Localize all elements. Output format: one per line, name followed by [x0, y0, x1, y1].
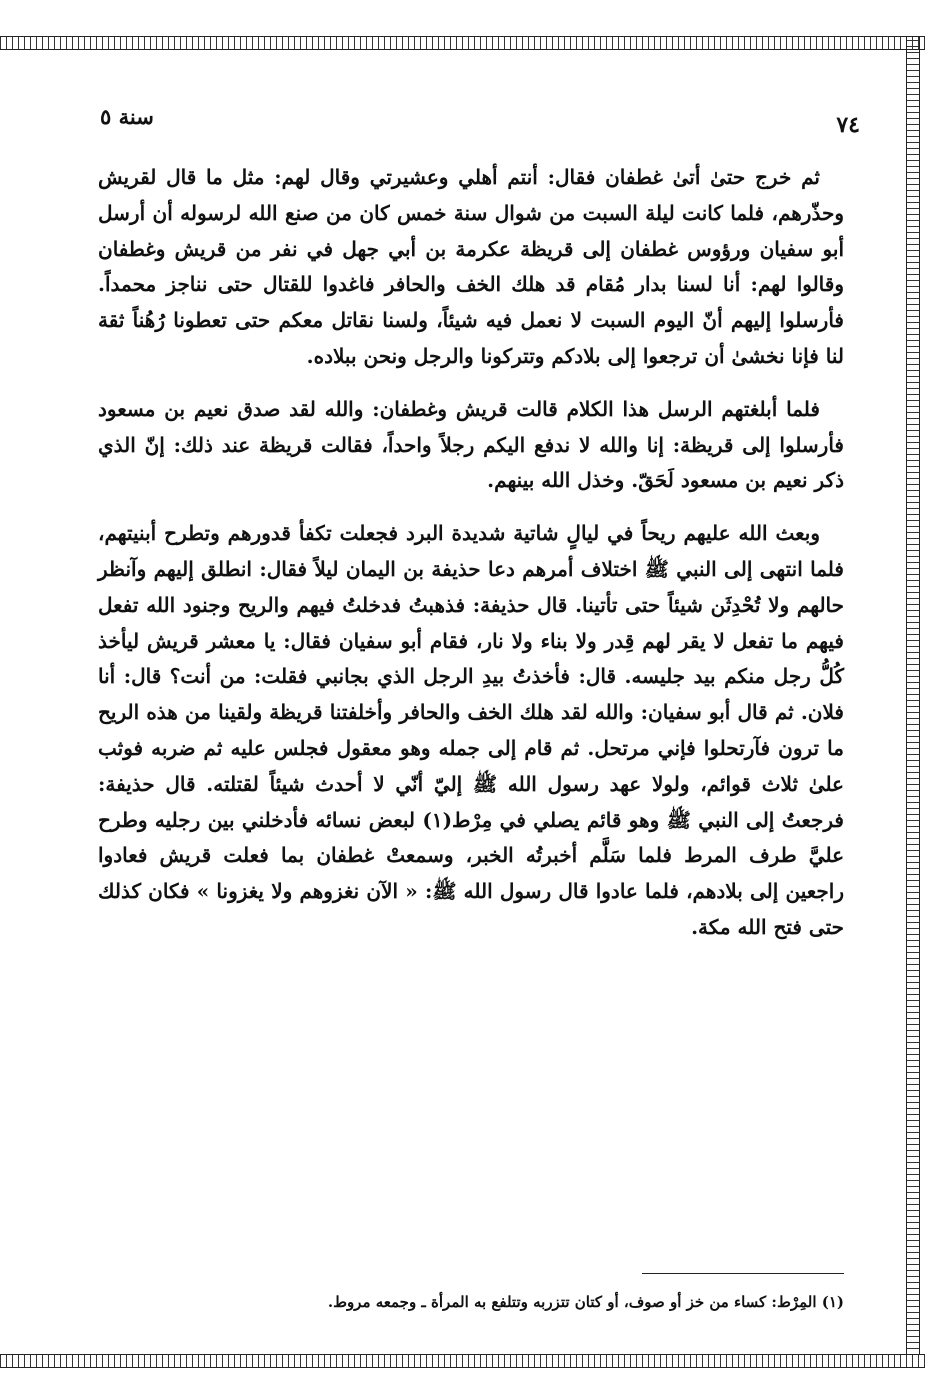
main-text — [98, 160, 844, 963]
footnote: (١) المِرْط: كساء من خز أو صوف، أو كتان تتزربه وتتلفع به المرأة ـ وجمعه مروط. — [327, 1293, 844, 1311]
running-head: سنة ٥ — [100, 104, 154, 129]
page-number: ٧٤ — [836, 112, 860, 138]
paragraph: وبعث الله عليهم ريحاً في ليالٍ شاتية شديدة البرد فجعلت تكفأ قدورهم وتطرح أبنيتهم، فلما انتهى إلى النبي ﷺ اختلاف أمرهم دعا حذيفة بن اليمان ليلاً فقال: انطلق إليهم وآنظر حالهم ولا تُحْدِثَن شيئاً حتى تأتينا. قال حذيفة: فذهبتُ فدخلتُ فيهم والريح وجنود الله تفعل فيهم ما تفعل لا يقر لهم قِدر ولا بناء ولا نار، فقام أبو سفيان فقال: يا معشر قريش ليأخذ كُلُّ رجل منكم بيد جليسه. قال: فأخذتُ بيدِ الرجل الذي بجانبي فقلت: من أنت؟ قال: أنا فلان. ثم قال أبو سفيان: والله لقد هلك الخف والحافر وأخلفتنا قريظة ولقينا من هذه الريح ما ترون فآرتحلوا فإني مرتحل. ثم قام إلى جمله وهو معقول فجلس عليه ثم ضربه فوثب علىٰ ثلاث قوائم، ولولا عهد رسول الله ﷺ إليّ أنّي لا أحدث شيئاً لقتلته. قال حذيفة: فرجعتُ إلى النبي ﷺ وهو قائم يصلي في مِرْط(١) لبعض نسائه فأدخلني بين رجليه وطرح عليَّ طرف المرط فلما سَلَّم أخبرتُه الخبر، وسمعتْ غطفان بما فعلت قريش فعادوا راجعين إلى بلادهم، فلما عادوا قال رسول الله ﷺ: « الآن نغزوهم ولا يغزونا » فكان كذلك حتى فتح الله مكة. — [98, 521, 844, 939]
ornamental-border-top — [0, 36, 925, 50]
ornamental-border-bottom — [0, 1354, 925, 1368]
ornamental-border-right — [906, 36, 920, 1367]
page-header — [60, 104, 860, 144]
footnote-divider — [642, 1273, 844, 1274]
paragraph: فلما أبلغتهم الرسل هذا الكلام قالت قريش وغطفان: والله لقد صدق نعيم بن مسعود فأرسلوا إلى قريظة: إنا والله لا ندفع اليكم رجلاً واحداً، فقالت قريظة عند ذلك: إنّ الذي ذكر نعيم بن مسعود لَحَقّ. وخذل الله بينهم. — [98, 396, 844, 493]
paragraph: ثم خرج حتىٰ أتىٰ غطفان فقال: أنتم أهلي وعشيرتي وقال لهم: مثل ما قال لقريش وحذّرهم، فلما كانت ليلة السبت من شوال سنة خمس كان من صنع الله لرسوله أن أرسل أبو سفيان ورؤوس غطفان إلى قريظة عكرمة بن أبي جهل في نفر من قريش وغطفان وقالوا لهم: أنا لسنا بدار مُقام قد هلك الخف والحافر فاغدوا للقتال حتى نناجز محمداً. فأرسلوا إليهم أنّ اليوم السبت لا نعمل فيه شيئاً، ولسنا نقاتل معكم حتى تعطونا رُهُناً ثقة لنا فإنا نخشىٰ أن ترجعوا إلى بلادكم وتتركونا والرجل ونحن ببلاده. — [98, 165, 844, 368]
